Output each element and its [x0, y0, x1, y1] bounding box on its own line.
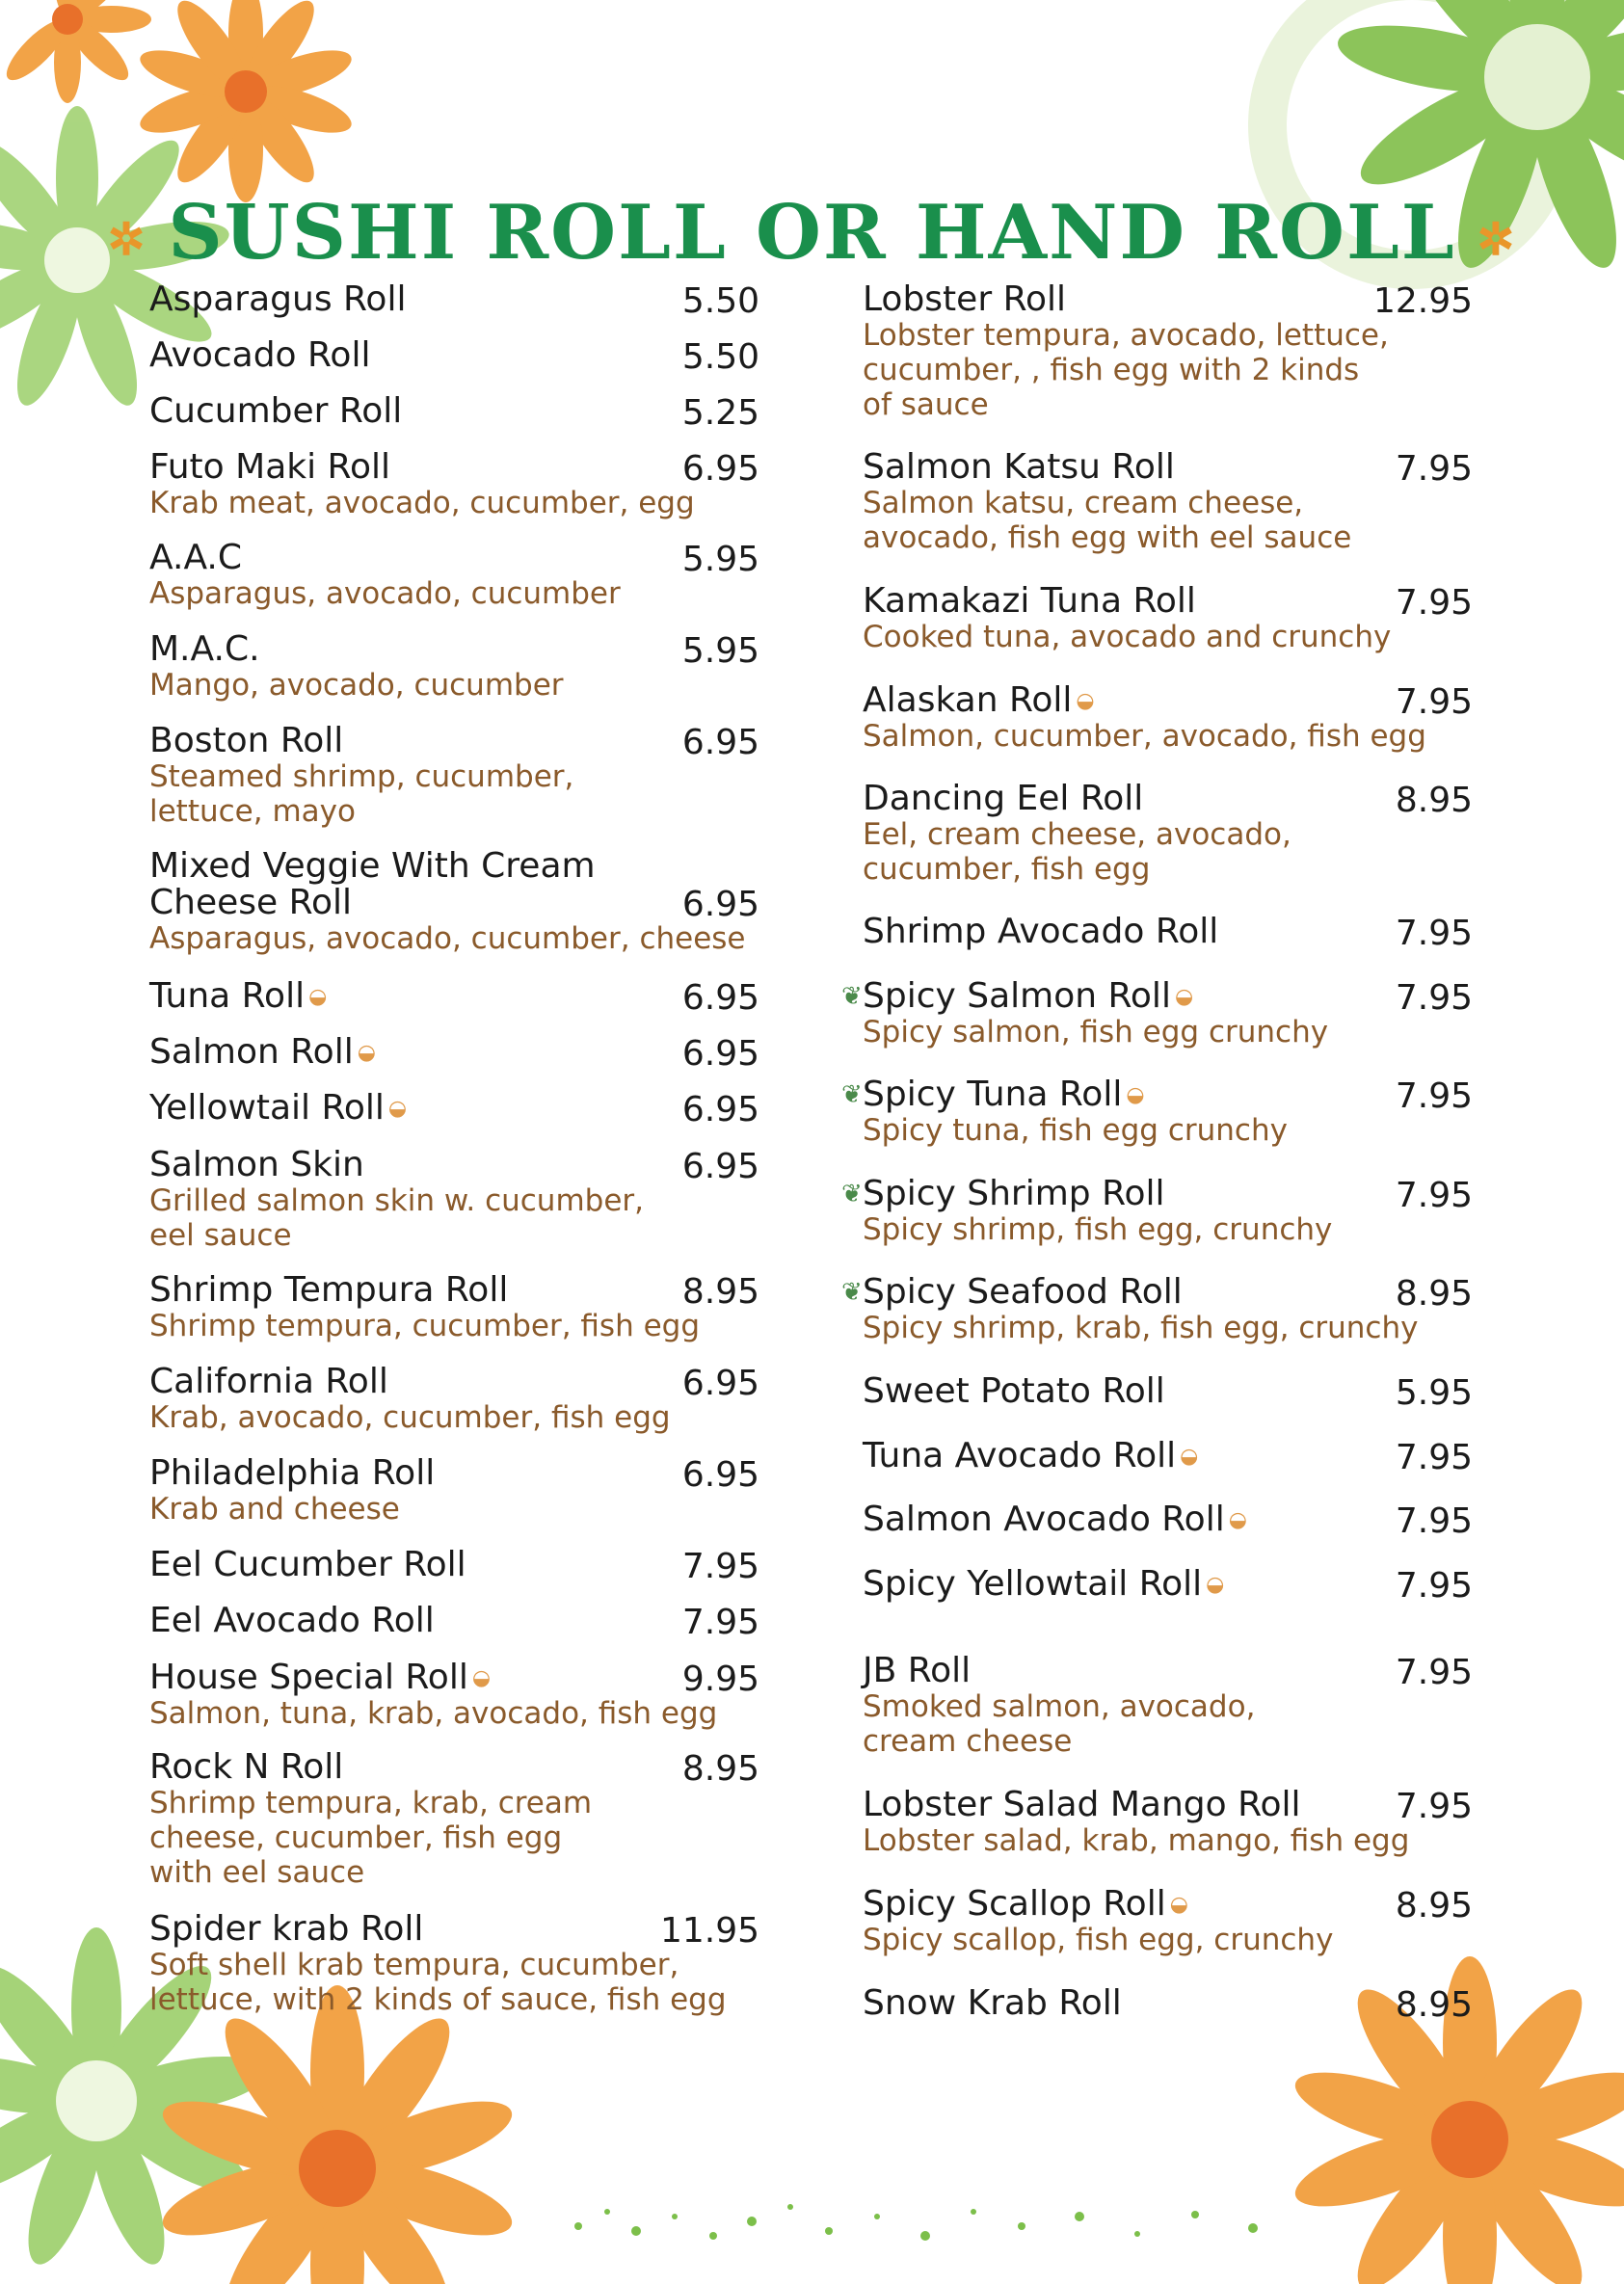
item-price: 6.95 — [681, 1455, 759, 1495]
item-price: 7.95 — [1395, 583, 1473, 623]
menu-item — [863, 1653, 1255, 1759]
item-name: Lobster Roll — [863, 279, 1066, 319]
item-price: 7.95 — [1395, 1076, 1473, 1116]
item-name: Salmon Katsu Roll — [863, 447, 1175, 487]
item-price: 7.95 — [681, 1547, 759, 1586]
item-price: 7.95 — [1395, 1653, 1473, 1692]
chili-leaf-icon: ❦ — [841, 1180, 863, 1208]
item-description: Spicy tuna, fish egg crunchy — [863, 1113, 1288, 1148]
item-description: Lobster tempura, avocado, lettuce, — [863, 318, 1389, 353]
item-price: 7.95 — [1395, 1438, 1473, 1477]
item-price: 5.95 — [681, 540, 759, 579]
fish-egg-icon: ◒ — [471, 1665, 492, 1690]
item-name: Boston Roll — [149, 721, 344, 760]
item-name: Sweet Potato Roll — [863, 1371, 1165, 1411]
item-name: A.A.C — [149, 538, 243, 577]
item-description: cream cheese — [863, 1724, 1073, 1759]
fish-egg-icon: ◒ — [1174, 984, 1194, 1009]
fish-egg-icon: ◒ — [1206, 1572, 1225, 1597]
item-price: 8.95 — [1395, 1274, 1473, 1314]
item-description: Lobster salad, krab, mango, fish egg — [863, 1823, 1410, 1858]
item-price: 5.50 — [681, 337, 759, 377]
item-price: 7.95 — [1395, 914, 1473, 953]
item-name: Spicy Scallop Roll — [863, 1884, 1166, 1924]
item-description: cucumber, , fish egg with 2 kinds — [863, 353, 1360, 387]
item-price: 7.95 — [1395, 1501, 1473, 1541]
item-name: House Special Roll — [149, 1658, 468, 1697]
item-description: Asparagus, avocado, cucumber — [149, 576, 621, 611]
item-description: Krab meat, avocado, cucumber, egg — [149, 486, 695, 520]
menu-item — [149, 1090, 407, 1127]
item-price: 7.95 — [1395, 1176, 1473, 1215]
item-name: Rock N Roll — [149, 1747, 344, 1787]
item-name: Tuna Avocado Roll — [863, 1436, 1177, 1475]
item-description: Salmon, tuna, krab, avocado, fish egg — [149, 1696, 718, 1731]
item-description: lettuce, with 2 kinds of sauce, fish egg — [149, 1982, 727, 2017]
item-name: Snow Krab Roll — [863, 1983, 1122, 2023]
menu-item — [149, 540, 621, 611]
item-description: Spicy scallop, fish egg, crunchy — [863, 1923, 1334, 1957]
item-name: Alaskan Roll — [863, 680, 1073, 720]
item-name: Lobster Salad Mango Roll — [863, 1785, 1301, 1824]
item-description: Spicy shrimp, fish egg, crunchy — [863, 1212, 1333, 1247]
menu-item — [149, 1603, 435, 1639]
item-description: lettuce, mayo — [149, 794, 356, 829]
menu-item — [149, 1147, 644, 1253]
menu-item — [863, 1985, 1122, 2022]
menu-item — [149, 1547, 466, 1583]
menu-item — [149, 1749, 592, 1890]
menu-item — [149, 1364, 671, 1435]
item-name: Tuna Roll — [149, 976, 306, 1016]
item-description: Grilled salmon skin w. cucumber, — [149, 1183, 644, 1218]
menu-item — [863, 781, 1291, 887]
menu-item — [863, 1373, 1165, 1410]
item-price: 6.95 — [681, 1090, 759, 1129]
menu-item — [863, 449, 1351, 555]
item-description: Krab, avocado, cucumber, fish egg — [149, 1400, 671, 1435]
item-name: Avocado Roll — [149, 335, 371, 375]
item-price: 6.95 — [681, 885, 759, 924]
menu-item — [863, 1076, 1288, 1148]
fish-egg-icon: ◒ — [387, 1096, 408, 1121]
item-description: Shrimp tempura, cucumber, fish egg — [149, 1309, 701, 1343]
item-description: Asparagus, avocado, cucumber, cheese — [149, 921, 746, 956]
item-description: Spicy salmon, fish egg crunchy — [863, 1015, 1329, 1049]
fish-egg-icon: ◒ — [357, 1040, 376, 1065]
item-description: Mango, avocado, cucumber — [149, 668, 564, 703]
item-name: Kamakazi Tuna Roll — [863, 581, 1196, 621]
item-name: Salmon Skin — [149, 1145, 364, 1184]
item-name: Cucumber Roll — [149, 391, 403, 431]
item-price: 12.95 — [1372, 281, 1473, 321]
item-description: Salmon katsu, cream cheese, — [863, 486, 1304, 520]
menu-item — [149, 1455, 435, 1527]
menu-title-text: SUSHI ROLL OR HAND ROLL — [168, 189, 1456, 277]
item-name: Spicy Yellowtail Roll — [863, 1564, 1203, 1604]
item-description: cheese, cucumber, fish egg — [149, 1820, 563, 1855]
fish-egg-icon: ◒ — [1180, 1444, 1199, 1469]
menu-item — [149, 393, 402, 430]
item-description: avocado, fish egg with eel sauce — [863, 520, 1352, 555]
menu-title — [0, 189, 1624, 277]
item-name: Salmon Avocado Roll — [863, 1500, 1225, 1539]
item-price: 5.25 — [681, 393, 759, 433]
item-description: Cooked tuna, avocado and crunchy — [863, 620, 1392, 654]
item-price: 6.95 — [681, 1147, 759, 1186]
menu-item — [149, 1034, 376, 1071]
item-price: 11.95 — [659, 1911, 759, 1951]
menu-item — [863, 1176, 1332, 1247]
fish-egg-icon: ◒ — [1126, 1082, 1145, 1107]
item-name-line2: Cheese Roll — [149, 883, 353, 922]
item-name: Spicy Salmon Roll — [863, 976, 1171, 1016]
item-price: 6.95 — [681, 1364, 759, 1403]
menu-item — [863, 1438, 1198, 1474]
item-description: Spicy shrimp, krab, fish egg, crunchy — [863, 1311, 1419, 1345]
chili-leaf-icon: ❦ — [841, 982, 863, 1011]
fish-egg-icon: ◒ — [1228, 1507, 1247, 1532]
item-name: Mixed Veggie With Cream — [149, 846, 596, 886]
menu-item — [149, 978, 327, 1015]
fish-egg-icon: ◒ — [1076, 688, 1095, 713]
fish-egg-icon: ◒ — [1169, 1892, 1188, 1917]
item-description: cucumber, fish egg — [863, 852, 1151, 887]
star-icon: ✲ — [107, 212, 147, 265]
item-price: 6.95 — [681, 723, 759, 762]
item-name: Futo Maki Roll — [149, 447, 390, 487]
menu-item — [149, 337, 370, 374]
menu-item — [863, 281, 1389, 422]
item-price: 5.95 — [1395, 1373, 1473, 1413]
item-price: 9.95 — [681, 1660, 759, 1699]
item-name: Philadelphia Roll — [149, 1453, 436, 1493]
item-description: Steamed shrimp, cucumber, — [149, 759, 574, 794]
item-price: 7.95 — [681, 1603, 759, 1642]
menu-item — [863, 1501, 1247, 1538]
item-name: M.A.C. — [149, 629, 260, 669]
item-price: 6.95 — [681, 978, 759, 1018]
item-description: Soft shell krab tempura, cucumber, — [149, 1948, 679, 1982]
item-price: 7.95 — [1395, 449, 1473, 489]
item-price: 8.95 — [1395, 1886, 1473, 1925]
item-description: Shrimp tempura, krab, cream — [149, 1786, 593, 1820]
item-name: Spider krab Roll — [149, 1909, 424, 1949]
item-description: Smoked salmon, avocado, — [863, 1689, 1256, 1724]
chili-leaf-icon: ❦ — [841, 1278, 863, 1307]
menu-item — [863, 978, 1328, 1049]
item-name: Spicy Shrimp Roll — [863, 1174, 1165, 1213]
menu-item — [149, 723, 573, 829]
menu-item — [149, 281, 406, 318]
item-name: Yellowtail Roll — [149, 1088, 385, 1128]
item-description: Salmon, cucumber, avocado, fish egg — [863, 719, 1426, 754]
menu-item — [863, 914, 1218, 950]
item-name: California Roll — [149, 1362, 388, 1401]
item-description: of sauce — [863, 387, 989, 422]
item-description: eel sauce — [149, 1218, 292, 1253]
item-description: Krab and cheese — [149, 1492, 400, 1527]
item-price: 5.95 — [681, 631, 759, 671]
menu-item — [863, 583, 1391, 654]
item-name: Shrimp Tempura Roll — [149, 1270, 509, 1310]
item-price: 6.95 — [681, 449, 759, 489]
item-price: 7.95 — [1395, 1566, 1473, 1606]
item-name: Asparagus Roll — [149, 279, 407, 319]
item-price: 7.95 — [1395, 1787, 1473, 1826]
item-price: 8.95 — [681, 1749, 759, 1789]
item-price: 8.95 — [1395, 1985, 1473, 2025]
item-name: Eel Avocado Roll — [149, 1601, 435, 1640]
menu-item — [863, 1566, 1224, 1603]
star-icon: ✲ — [1477, 212, 1517, 265]
item-price: 8.95 — [681, 1272, 759, 1312]
menu-item — [149, 449, 695, 520]
fish-egg-icon: ◒ — [308, 984, 328, 1009]
menu-item — [149, 631, 564, 703]
menu-item — [863, 1886, 1333, 1957]
item-name: Spicy Tuna Roll — [863, 1075, 1123, 1114]
item-price: 6.95 — [681, 1034, 759, 1074]
dot-decoration-bottom — [559, 2188, 1311, 2265]
item-description: Eel, cream cheese, avocado, — [863, 817, 1291, 852]
item-name: Eel Cucumber Roll — [149, 1545, 466, 1584]
item-price: 8.95 — [1395, 781, 1473, 820]
item-name: Shrimp Avocado Roll — [863, 912, 1219, 951]
item-name: Spicy Seafood Roll — [863, 1272, 1183, 1312]
item-name: JB Roll — [863, 1651, 972, 1690]
item-price: 7.95 — [1395, 682, 1473, 722]
item-description: with eel sauce — [149, 1855, 365, 1890]
item-name: Salmon Roll — [149, 1032, 354, 1072]
item-price: 5.50 — [681, 281, 759, 321]
item-price: 7.95 — [1395, 978, 1473, 1018]
chili-leaf-icon: ❦ — [841, 1080, 863, 1109]
item-name: Dancing Eel Roll — [863, 779, 1144, 818]
